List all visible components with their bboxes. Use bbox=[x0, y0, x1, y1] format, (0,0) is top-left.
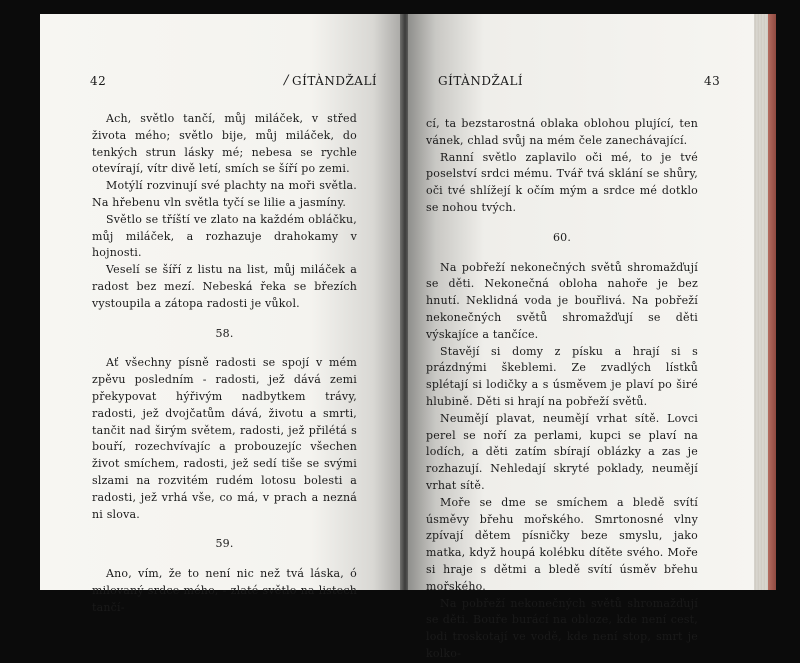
paragraph: Neumějí plavat, neumějí vrhat sítě. Lovci perel se noří za perlami, kupci se plaví na lodích, a děti zatím sbírají oblázky a zas je rozhazují. Nehledají skryté poklady, neumějí vrhat sítě. bbox=[426, 411, 698, 492]
page-number-right: 43 bbox=[704, 74, 721, 88]
paragraph: Ano, vím, že to není nic než tvá láska, ó milovaný srdce mého, - zlaté světlo na listech tančí- bbox=[92, 567, 357, 614]
margin-mark: / bbox=[284, 73, 289, 88]
paragraph: Na pobřeží nekonečných světů shromažďují se děti. Bouře burácí na obloze, kde není cest, lodi troskotají ve vodě, kde není stop, smrt je kolko- bbox=[426, 596, 698, 660]
section-number-60: 60. bbox=[552, 230, 572, 244]
paragraph: Ach, světlo tančí, můj miláček, v střed života mého; světlo bije, můj miláček, do tenkých strun lásky mé; nebesa se rychle otevírají, vítr divě letí, smích se šíří po zemi. bbox=[92, 112, 357, 176]
page-number-left: 42 bbox=[90, 74, 107, 88]
paragraph: Světlo se tříští ve zlato na každém obláčku, můj miláček, a rozhazuje drahokamy v hojnosti. bbox=[92, 212, 357, 260]
section-number-59: 59. bbox=[215, 537, 234, 551]
right-page-text bbox=[426, 116, 698, 663]
left-page bbox=[40, 14, 402, 614]
paragraph: Veselí se šíří z listu na list, můj miláček a radost bez mezí. Nebeská řeka se březích vystoupila a zátopa radosti je vůkol. bbox=[92, 263, 357, 310]
page-edges bbox=[754, 14, 768, 590]
section-number-58: 58. bbox=[215, 326, 234, 340]
paragraph: Stavějí si domy z písku a hrají si s prázdnými škeblemi. Ze zvadlých lístků splétají si lodičky a s úsměvem je plaví po širé hlubině. Děti si hrají na pobřeží světů. bbox=[426, 344, 698, 408]
right-page bbox=[408, 14, 754, 660]
paragraph: cí, ta bezstarostná oblaka oblohou plující, ten vánek, chlad svůj na mém čele zanechávající. bbox=[426, 117, 698, 147]
paragraph: Ranní světlo zaplavilo oči mé, to je tvé poselství srdci mému. Tvář tvá sklání se shůry, oči tvé shlížejí k očím mým a srdce mé dotklo se nohou tvých. bbox=[426, 150, 698, 214]
running-head-left: GÍTÀNDŽALÍ bbox=[292, 74, 378, 88]
paragraph: Motýlí rozvinují své plachty na moři světla. Na hřebenu vln světla tyčí se lilie a jasmíny. bbox=[92, 179, 357, 209]
paragraph: Moře se dme se smíchem a bledě svítí úsměvy břehu mořského. Smrtonosné vlny zpívají dětem písničky beze smyslu, jako matka, když houpá kolébku dítěte svého. Moře si hraje s dětmi a bledě svítí úsměv břehu mořského. bbox=[426, 495, 698, 593]
running-head-right: GÍTÀNDŽALÍ bbox=[438, 74, 524, 88]
paragraph: Na pobřeží nekonečných světů shromažďují se děti. Nekonečná obloha nahoře je bez hnutí. Neklidná voda je bouřlivá. Na pobřeží nekonečných světů shromažďují se děti výskajíce a tančíce. bbox=[426, 260, 698, 341]
book-cover-edge bbox=[768, 14, 776, 590]
paragraph: Ať všechny písně radosti se spojí v mém zpěvu posledním - radosti, jež dává zemi překypovat hýřivým nadbytkem trávy, radosti, jež dvojčatům dává, životu a smrti, tančit nad širým světem, radosti, jež přilétá s bouří, rozechvívajíc a probouzejíc všechen život smíchem, radosti, jež sedí tiše se svými slzami na rozvitém rudém lotosu bolesti a radosti, jež vrhá vše, co má, v prach a nezná ni slova. bbox=[92, 356, 357, 521]
left-page-text bbox=[92, 111, 357, 617]
